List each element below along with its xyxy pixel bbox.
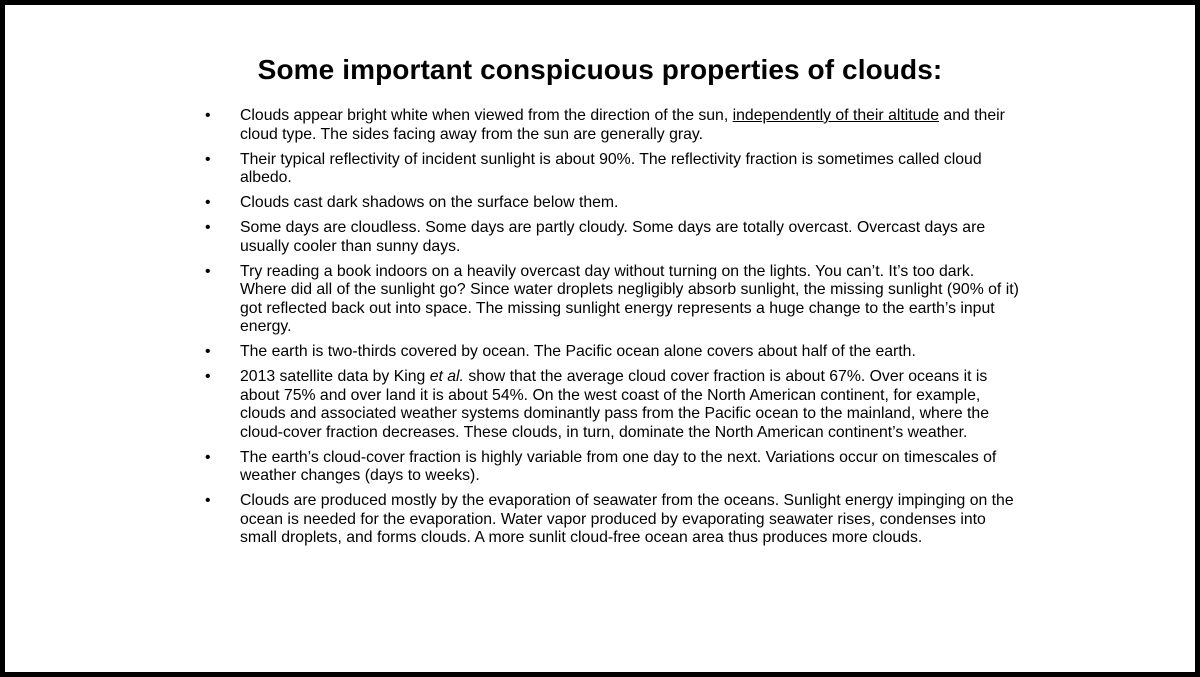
bullet-item bbox=[205, 263, 1025, 337]
bullet-marker: • bbox=[205, 368, 211, 385]
underlined-phrase: independently of their altitude bbox=[732, 107, 940, 124]
bullet-marker: • bbox=[205, 219, 211, 236]
italic-phrase: et al. bbox=[429, 368, 464, 385]
bullet-marker: • bbox=[205, 343, 211, 360]
bullet-item bbox=[205, 107, 1025, 144]
bullet-item bbox=[205, 492, 1025, 548]
bullet-marker: • bbox=[205, 150, 211, 168]
bullet-list bbox=[205, 107, 1025, 554]
bullet-text-start: 2013 satellite data by King bbox=[240, 368, 430, 385]
bullet-text: Clouds are produced mostly by the evaporation of seawater from the oceans. Sunlight energy impinging on the ocean is needed for the evaporation. Water vapor produced by evaporating seawater rises, condenses into small droplets, and forms clouds. A more sunlit cloud-free ocean area thus produces more clouds. bbox=[240, 492, 1014, 546]
bullet-text-start: Clouds appear bright white when viewed from the direction of the sun, bbox=[240, 107, 733, 124]
bullet-item bbox=[205, 368, 1025, 442]
bullet-text-end: and their cloud type. The sides facing away from the sun are generally gray. bbox=[240, 107, 1005, 143]
bullet-text: Try reading a book indoors on a heavily overcast day without turning on the lights. You can’t. It’s too dark. Where did all of the sunlight go? Since water droplets negligibly absorb sunlight, the missing sunlight (90% of it) got reflected back out into space. The missing sunlight energy represents a huge change to the earth’s input energy. bbox=[240, 262, 1019, 335]
bullet-marker: • bbox=[205, 107, 211, 124]
bullet-text: The earth’s cloud-cover fraction is highly variable from one day to the next. Variations occur on timescales of weather changes (days to weeks). bbox=[240, 448, 997, 484]
bullet-text: The earth is two-thirds covered by ocean. The Pacific ocean alone covers about half of the earth. bbox=[240, 343, 916, 360]
bullet-marker: • bbox=[205, 194, 211, 211]
bullet-marker: • bbox=[205, 262, 211, 280]
bullet-marker: • bbox=[205, 448, 211, 466]
bullet-text: Some days are cloudless. Some days are partly cloudy. Some days are totally overcast. Overcast days are usually cooler than sunny days. bbox=[240, 219, 986, 255]
bullet-item bbox=[205, 194, 1025, 213]
bullet-text: Clouds cast dark shadows on the surface below them. bbox=[240, 194, 619, 211]
bullet-item bbox=[205, 151, 1025, 188]
bullet-text-end: show that the average cloud cover fraction is about 67%. Over oceans it is about 75% and over land it is about 54%. On the west coast of the North American continent, for example, clouds and associated weather systems dominantly pass from the Pacific ocean to the mainland, where the cloud-cover fraction decreases. These clouds, in turn, dominate the North American continent’s weather. bbox=[240, 368, 989, 441]
bullet-text: Their typical reflectivity of incident sunlight is about 90%. The reflectivity fraction is sometimes called cloud albedo. bbox=[240, 150, 982, 186]
bullet-item bbox=[205, 219, 1025, 256]
bullet-item bbox=[205, 343, 1025, 362]
slide-title: Some important conspicuous properties of clouds: bbox=[257, 54, 943, 85]
bullet-item bbox=[205, 449, 1025, 486]
bullet-marker: • bbox=[205, 492, 211, 509]
